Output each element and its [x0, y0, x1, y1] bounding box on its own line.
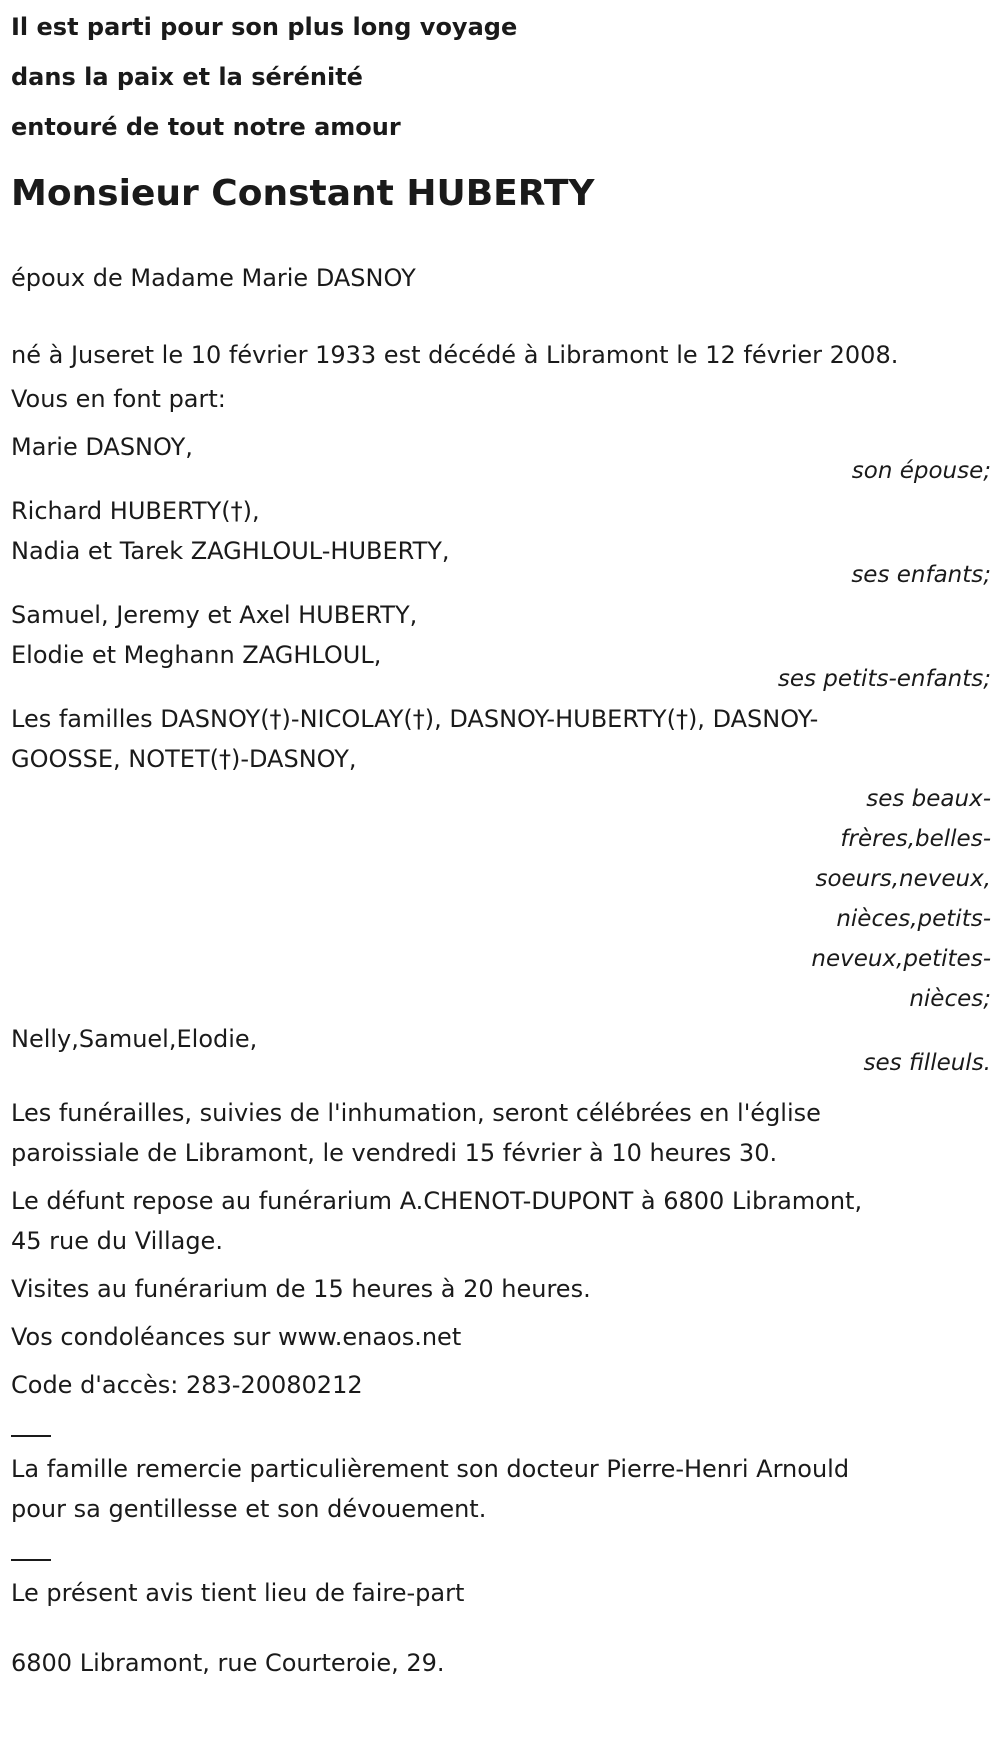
relation-label-line: frères,belles- [840, 826, 991, 852]
family-member-line: Les familles DASNOY(†)-NICOLAY(†), DASNOY-HUBERTY(†), DASNOY- [11, 705, 819, 733]
thanks-info [11, 1449, 991, 1529]
family-member-line: Nelly,Samuel,Elodie, [11, 1025, 258, 1053]
funeral-line: Les funérailles, suivies de l'inhumation, seront célébrées en l'église [11, 1099, 821, 1127]
intro-line: Il est parti pour son plus long voyage [11, 13, 518, 41]
relation-label: ses filleuls. [863, 1050, 991, 1076]
relation-label-line: nièces,petits- [836, 906, 991, 932]
spouse-line: époux de Madame Marie DASNOY [11, 264, 416, 292]
announce-line: Vous en font part: [11, 385, 226, 413]
rest-line: Le défunt repose au funérarium A.CHENOT-DUPONT à 6800 Libramont, [11, 1187, 863, 1215]
spacer [11, 1613, 991, 1643]
relation-label: ses petits-enfants; [777, 666, 991, 692]
relation-label: ses enfants; [851, 562, 991, 588]
relation-label-line: ses beaux- [866, 786, 991, 812]
family-member-line: Richard HUBERTY(†), [11, 497, 260, 525]
address-line: 6800 Libramont, rue Courteroie, 29. [11, 1649, 445, 1677]
separator [11, 1559, 51, 1561]
intro-line: entouré de tout notre amour [11, 113, 401, 141]
funeral-info [11, 1093, 991, 1173]
family-member-line: Elodie et Meghann ZAGHLOUL, [11, 641, 382, 669]
thanks-line: La famille remercie particulièrement son docteur Pierre-Henri Arnould [11, 1455, 850, 1483]
relation-label-line: nièces; [909, 986, 991, 1012]
intro-line: dans la paix et la sérénité [11, 63, 363, 91]
family-member-line: Samuel, Jeremy et Axel HUBERTY, [11, 601, 418, 629]
obituary-notice [11, 0, 991, 1683]
birth-death-line: né à Juseret le 10 février 1933 est décédé à Libramont le 12 février 2008. [11, 341, 899, 369]
thanks-line: pour sa gentillesse et son dévouement. [11, 1495, 487, 1523]
rest-line: 45 rue du Village. [11, 1227, 223, 1255]
access-code: Code d'accès: 283-20080212 [11, 1371, 363, 1399]
relation-label-line: soeurs,neveux, [815, 866, 991, 892]
notice-line: Le présent avis tient lieu de faire-part [11, 1579, 465, 1607]
intro-verse [11, 2, 991, 152]
relation-label-multiline [751, 779, 991, 1019]
relation-label: son épouse; [851, 458, 991, 484]
family-group-inlaws [11, 699, 991, 779]
family-member-line: GOOSSE, NOTET(†)-DASNOY, [11, 745, 357, 773]
deceased-name: Monsieur Constant HUBERTY [11, 173, 595, 214]
funeral-line: paroissiale de Libramont, le vendredi 15 février à 10 heures 30. [11, 1139, 778, 1167]
family-member-line: Marie DASNOY, [11, 433, 193, 461]
relation-label-line: neveux,petites- [811, 946, 991, 972]
condolences-info: Vos condoléances sur www.enaos.net [11, 1323, 462, 1351]
separator [11, 1435, 51, 1437]
visits-info: Visites au funérarium de 15 heures à 20 heures. [11, 1275, 591, 1303]
family-member-line: Nadia et Tarek ZAGHLOUL-HUBERTY, [11, 537, 450, 565]
rest-info [11, 1181, 991, 1261]
